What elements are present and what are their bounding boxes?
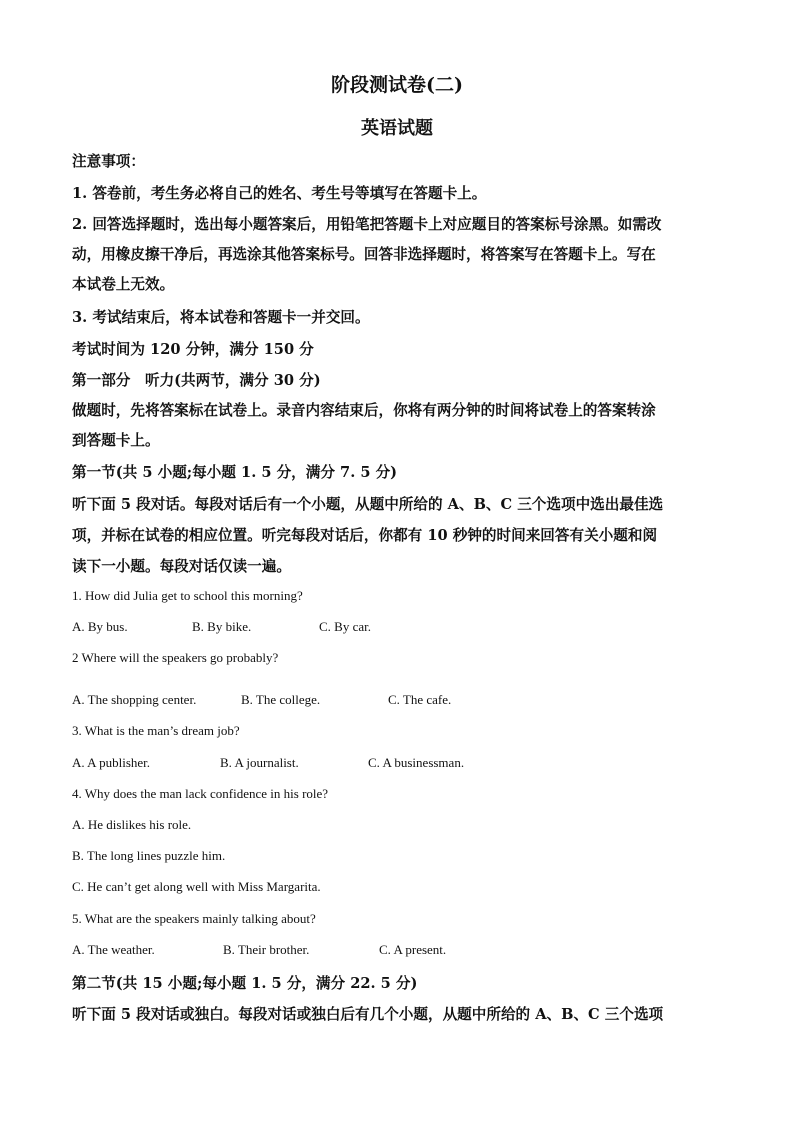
question-4-option-a: A. He dislikes his role.	[72, 817, 192, 832]
part1-intro-line-1: 做题时，先将答案标在试卷上。录音内容结束后，你将有两分钟的时间将试卷上的答案转涂	[72, 402, 656, 419]
question-4-option-c: C. He can’t get along well with Miss Margarita.	[72, 879, 321, 894]
question-2-option-a: A. The shopping center.	[72, 692, 197, 707]
part1-heading: 第一部分 听力(共两节，满分 30 分)	[72, 372, 321, 389]
notice-heading: 注意事项：	[72, 153, 145, 170]
section1-intro-line-2: 项，并标在试卷的相应位置。听完每段对话后，你都有 10 秒钟的时间来回答有关小题和阅	[72, 527, 658, 544]
question-1-option-c: C. By car.	[319, 619, 371, 634]
question-3-option-c: C. A businessman.	[368, 755, 465, 770]
question-3-option-b: B. A journalist.	[220, 755, 299, 770]
notice-item-1: 1. 答卷前，考生务必将自己的姓名、考生号等填写在答题卡上。	[72, 185, 487, 202]
question-1-option-a: A. By bus.	[72, 619, 128, 634]
section1-heading: 第一节(共 5 小题;每小题 1. 5 分，满分 7. 5 分)	[72, 464, 398, 481]
exam-time: 考试时间为 120 分钟，满分 150 分	[72, 341, 314, 358]
question-2-option-b: B. The college.	[241, 692, 321, 707]
notice-item-3: 3. 考试结束后，将本试卷和答题卡一并交回。	[72, 309, 370, 326]
question-2-option-c: C. The cafe.	[388, 692, 452, 707]
question-1-text: 1. How did Julia get to school this morning?	[72, 588, 303, 603]
question-3-option-a: A. A publisher.	[72, 755, 151, 770]
section2-heading: 第二节(共 15 小题;每小题 1. 5 分，满分 22. 5 分)	[72, 975, 418, 992]
question-4-option-b: B. The long lines puzzle him.	[72, 848, 226, 863]
notice-item-2-line-3: 本试卷上无效。	[72, 276, 175, 293]
section2-intro-line-1: 听下面 5 段对话或独白。每段对话或独白后有几个小题，从题中所给的 A、B、C 三个选项	[72, 1006, 664, 1023]
notice-item-2-line-2: 动，用橡皮擦干净后，再选涂其他答案标号。回答非选择题时，将答案写在答题卡上。写在	[72, 246, 656, 263]
section1-intro-line-3: 读下一小题。每段对话仅读一遍。	[72, 558, 291, 575]
page-subtitle: 英语试题	[361, 118, 433, 139]
question-5-option-c: C. A present.	[379, 942, 447, 957]
question-5-option-b: B. Their brother.	[223, 942, 310, 957]
notice-item-2-line-1: 2. 回答选择题时，选出每小题答案后，用铅笔把答题卡上对应题目的答案标号涂黑。如需改	[72, 216, 662, 233]
page-title: 阶段测试卷(二)	[331, 74, 463, 96]
question-2-text: 2 Where will the speakers go probably?	[72, 650, 279, 665]
question-4-text: 4. Why does the man lack confidence in his role?	[72, 786, 329, 801]
section1-intro-line-1: 听下面 5 段对话。每段对话后有一个小题，从题中所给的 A、B、C 三个选项中选出最佳选	[72, 496, 664, 513]
question-5-option-a: A. The weather.	[72, 942, 155, 957]
question-5-text: 5. What are the speakers mainly talking about?	[72, 911, 316, 926]
part1-intro-line-2: 到答题卡上。	[72, 432, 160, 449]
question-3-text: 3. What is the man’s dream job?	[72, 723, 240, 738]
question-1-option-b: B. By bike.	[192, 619, 252, 634]
